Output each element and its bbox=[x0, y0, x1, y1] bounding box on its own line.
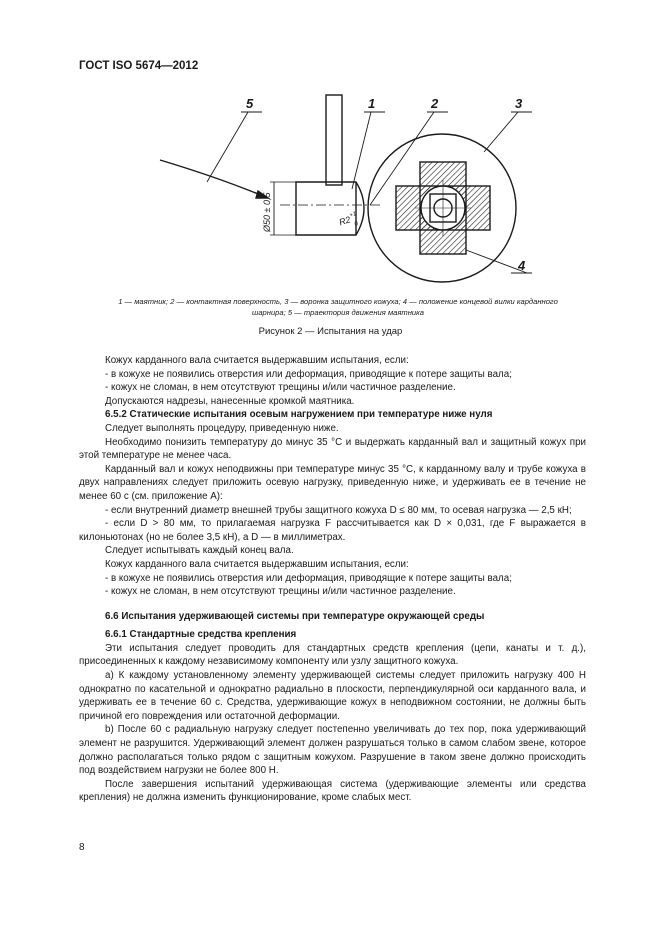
impact-test-figure bbox=[0, 0, 661, 296]
pendulum-trajectory bbox=[160, 160, 268, 198]
callout-3: 3 bbox=[515, 96, 523, 111]
pendulum-arm bbox=[326, 95, 342, 185]
list-item: - в кожухе не появились отверстия или деформация, приводящие к потере защиты вала; bbox=[105, 368, 512, 380]
document-body bbox=[79, 354, 586, 805]
legend-line-1: 1 — маятник; 2 — контактная поверхность, 3 — воронка защитного кожуха; 4 — положение концевой вилки карданного bbox=[118, 297, 558, 306]
section-heading-6-5-2: 6.5.2 Статические испытания осевым нагружением при температуре ниже нуля bbox=[105, 409, 493, 421]
list-item: - если внутренний диаметр внешней трубы защитного кожуха D ≤ 80 мм, то осевая нагрузка — 2,5 кН; bbox=[105, 504, 572, 516]
paragraph: а) К каждому установленному элементу удерживающей системы следует приложить нагрузку 400 Н однократно по касательной и однократно радиально в плоскости, перпендикулярной оси карданного вала, и удерживать ее в течение 60 с. Средства, удерживающие кожух в неподвижном состоянии, не должны быть причиной его повреждения или остаточной деформации. bbox=[79, 670, 586, 722]
radius-dimension: R2 bbox=[337, 214, 352, 228]
legend-line-2: шарнира; 5 — траектория движения маятника bbox=[252, 308, 424, 317]
callout-2: 2 bbox=[431, 96, 439, 111]
paragraph: Эти испытания следует проводить для стандартных средств крепления (цепи, канаты и т. д.), присоединенных к каждому независимому компоненту или узлу защитного кожуха. bbox=[79, 642, 586, 668]
paragraph: Допускаются надрезы, нанесенные кромкой маятника. bbox=[105, 395, 355, 407]
page-number: 8 bbox=[79, 842, 85, 853]
paragraph: Кожух карданного вала считается выдержавшим испытания, если: bbox=[105, 558, 409, 570]
callout-5: 5 bbox=[246, 96, 254, 111]
callout-1: 1 bbox=[368, 96, 376, 111]
list-item: - в кожухе не появились отверстия или деформация, приводящие к потере защиты вала; bbox=[105, 572, 512, 584]
diameter-dimension: Ø50 ± 0,5 bbox=[262, 192, 272, 232]
pendulum-head bbox=[296, 182, 364, 235]
paragraph: Карданный вал и кожух неподвижны при температуре минус 35 °С, к карданному валу и трубе кожуха в двух направлениях следует приложить осевую нагрузку, приведенную ниже, и удерживать ее в течение не менее 60 с (см. приложение А): bbox=[79, 463, 586, 502]
figure-legend bbox=[96, 296, 580, 318]
figure-title: Рисунок 2 — Испытания на удар bbox=[258, 326, 403, 337]
list-item: - если D > 80 мм, то прилагаемая нагрузка F рассчитывается как D × 0,031, где F выражается в килоньютонах (но не более 3,5 кН), а D — в миллиметрах. bbox=[79, 518, 586, 543]
radius-tol-lower: 0 bbox=[353, 221, 359, 228]
list-item: - кожух не сломан, в нем отсутствуют трещины и/или частичное разделение. bbox=[105, 586, 456, 598]
list-item: - кожух не сломан, в нем отсутствуют трещины и/или частичное разделение. bbox=[105, 382, 456, 394]
paragraph: Следует выполнять процедуру, приведенную ниже. bbox=[105, 422, 339, 434]
document-header: ГОСТ ISO 5674—2012 bbox=[79, 60, 199, 72]
section-heading-6-6: 6.6 Испытания удерживающей системы при температуре окружающей среды bbox=[105, 610, 485, 622]
radius-tol-upper: +1 bbox=[348, 211, 358, 219]
paragraph: Необходимо понизить температуру до минус 35 °С и выдержать карданный вал и защитный кожух при этой температуре не менее часа. bbox=[79, 436, 586, 462]
section-heading-6-6-1: 6.6.1 Стандартные средства крепления bbox=[105, 629, 297, 641]
paragraph: Следует испытывать каждый конец вала. bbox=[105, 545, 294, 557]
callout-4: 4 bbox=[518, 258, 526, 273]
yoke-end bbox=[396, 162, 490, 254]
paragraph: После завершения испытаний удерживающая система (удерживающие элементы или средства крепления) не должна изменить функционирование, кроме слабых мест. bbox=[79, 778, 586, 804]
paragraph: b) После 60 с радиальную нагрузку следует постепенно увеличивать до тех пор, пока удерживающий элемент не разрушится. Удерживающий элемент должен разрушаться только в самом слабом звене, которое должно располагаться только рядом с защитным кожухом. Разрушение в таком звене должно происходить под воздействием нагрузки не более 800 Н. bbox=[79, 724, 586, 777]
paragraph: Кожух карданного вала считается выдержавшим испытания, если: bbox=[105, 355, 409, 366]
